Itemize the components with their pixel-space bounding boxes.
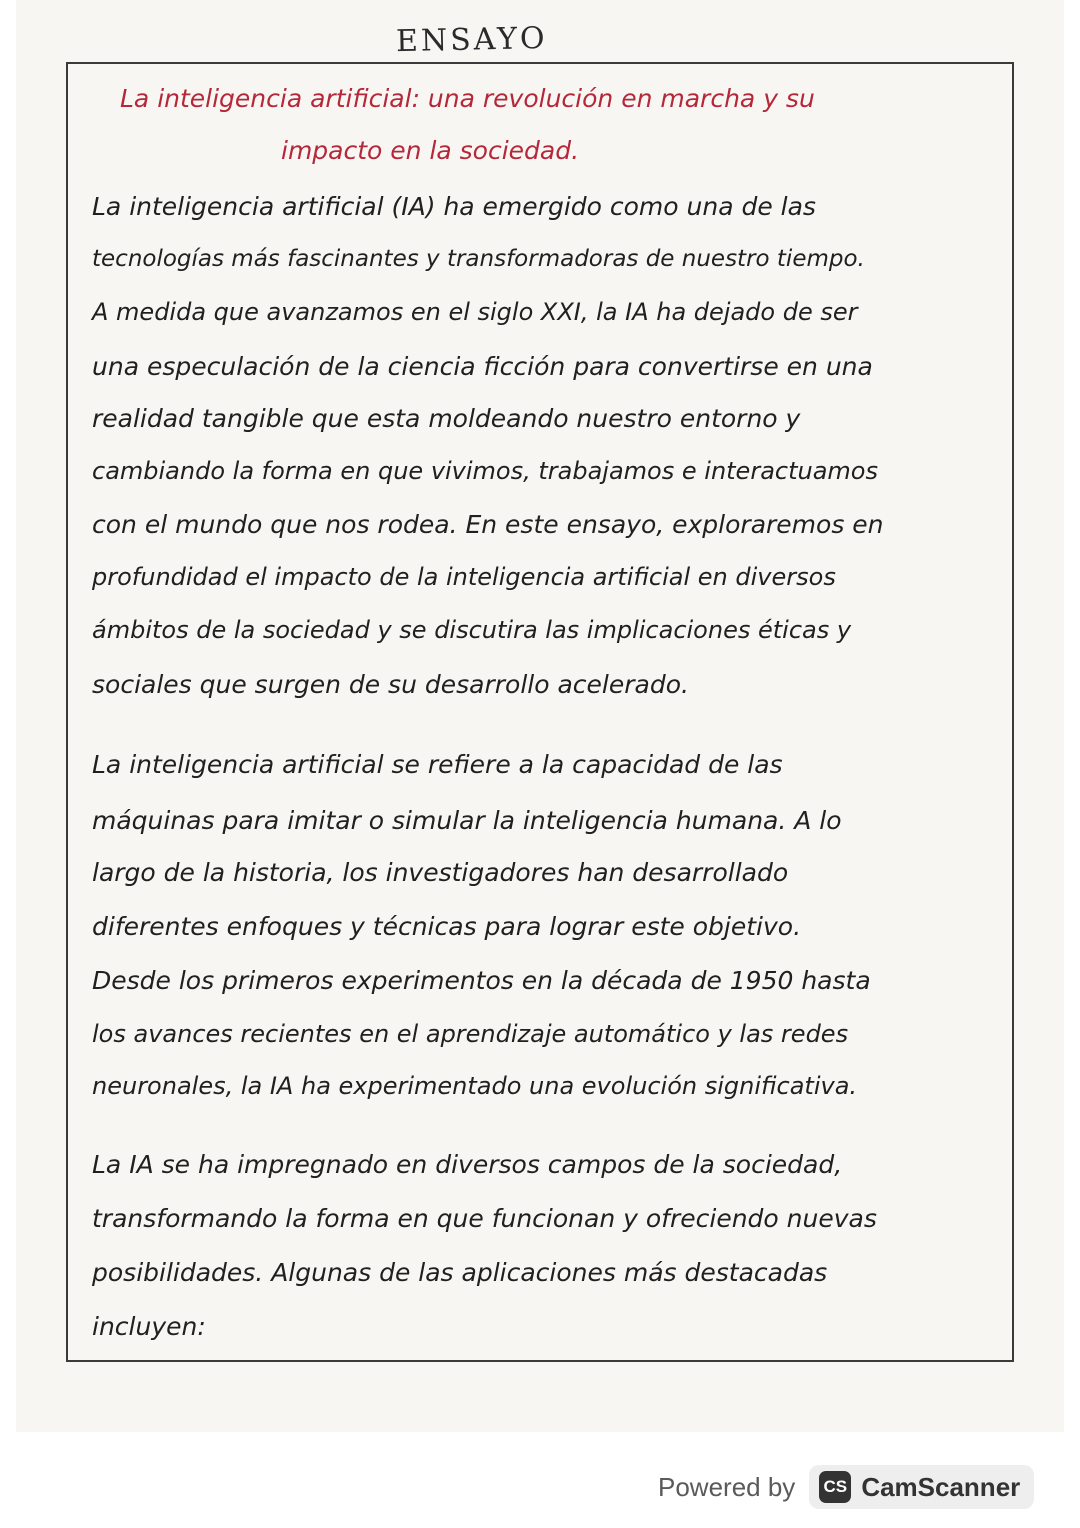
- essay-body-line: largo de la historia, los investigadores han desarrollado: [92, 858, 789, 887]
- essay-body-line: con el mundo que nos rodea. En este ensayo, exploraremos en: [92, 510, 884, 539]
- essay-body-line: los avances recientes en el aprendizaje automático y las redes: [92, 1020, 849, 1048]
- essay-body-line: sociales que surgen de su desarrollo acelerado.: [92, 670, 689, 699]
- page-heading: ENSAYO: [395, 20, 548, 60]
- camscanner-logo-icon: CS: [819, 1471, 851, 1503]
- essay-body-line: una especulación de la ciencia ficción para convertirse en una: [92, 352, 873, 381]
- essay-body-line: A medida que avanzamos en el siglo XXI, la IA ha dejado de ser: [92, 298, 858, 326]
- essay-body-line: La inteligencia artificial se refiere a la capacidad de las: [92, 750, 783, 779]
- essay-body-line: diferentes enfoques y técnicas para lograr este objetivo.: [92, 912, 802, 941]
- essay-body-line: ámbitos de la sociedad y se discutira las implicaciones éticas y: [92, 616, 852, 644]
- essay-body-line: neuronales, la IA ha experimentado una evolución significativa.: [92, 1072, 858, 1100]
- camscanner-badge: [809, 1465, 1034, 1509]
- essay-body-line: La IA se ha impregnado en diversos campos de la sociedad,: [92, 1150, 843, 1179]
- essay-body-line: cambiando la forma en que vivimos, trabajamos e interactuamos: [92, 457, 878, 485]
- essay-body-line: máquinas para imitar o simular la inteligencia humana. A lo: [92, 806, 842, 835]
- powered-by-label: Powered by: [658, 1471, 796, 1502]
- essay-body-line: transformando la forma en que funcionan y ofreciendo nuevas: [92, 1204, 877, 1233]
- essay-body-line: profundidad el impacto de la inteligencia artificial en diversos: [92, 563, 836, 591]
- camscanner-brand-name: CamScanner: [861, 1471, 1021, 1502]
- essay-body-line: La inteligencia artificial (IA) ha emergido como una de las: [92, 192, 816, 221]
- essay-body-line: tecnologías más fascinantes y transformadoras de nuestro tiempo.: [92, 246, 865, 272]
- essay-body-line: incluyen:: [92, 1312, 206, 1341]
- essay-title-line: La inteligencia artificial: una revolución en marcha y su: [120, 84, 815, 113]
- essay-title-line: impacto en la sociedad.: [281, 136, 580, 165]
- scanned-notebook-page: [16, 0, 1064, 1432]
- essay-body-line: realidad tangible que esta moldeando nuestro entorno y: [92, 404, 801, 433]
- essay-body-line: posibilidades. Algunas de las aplicaciones más destacadas: [92, 1258, 828, 1287]
- essay-body-line: Desde los primeros experimentos en la década de 1950 hasta: [92, 966, 871, 995]
- camscanner-watermark: [658, 1464, 1034, 1510]
